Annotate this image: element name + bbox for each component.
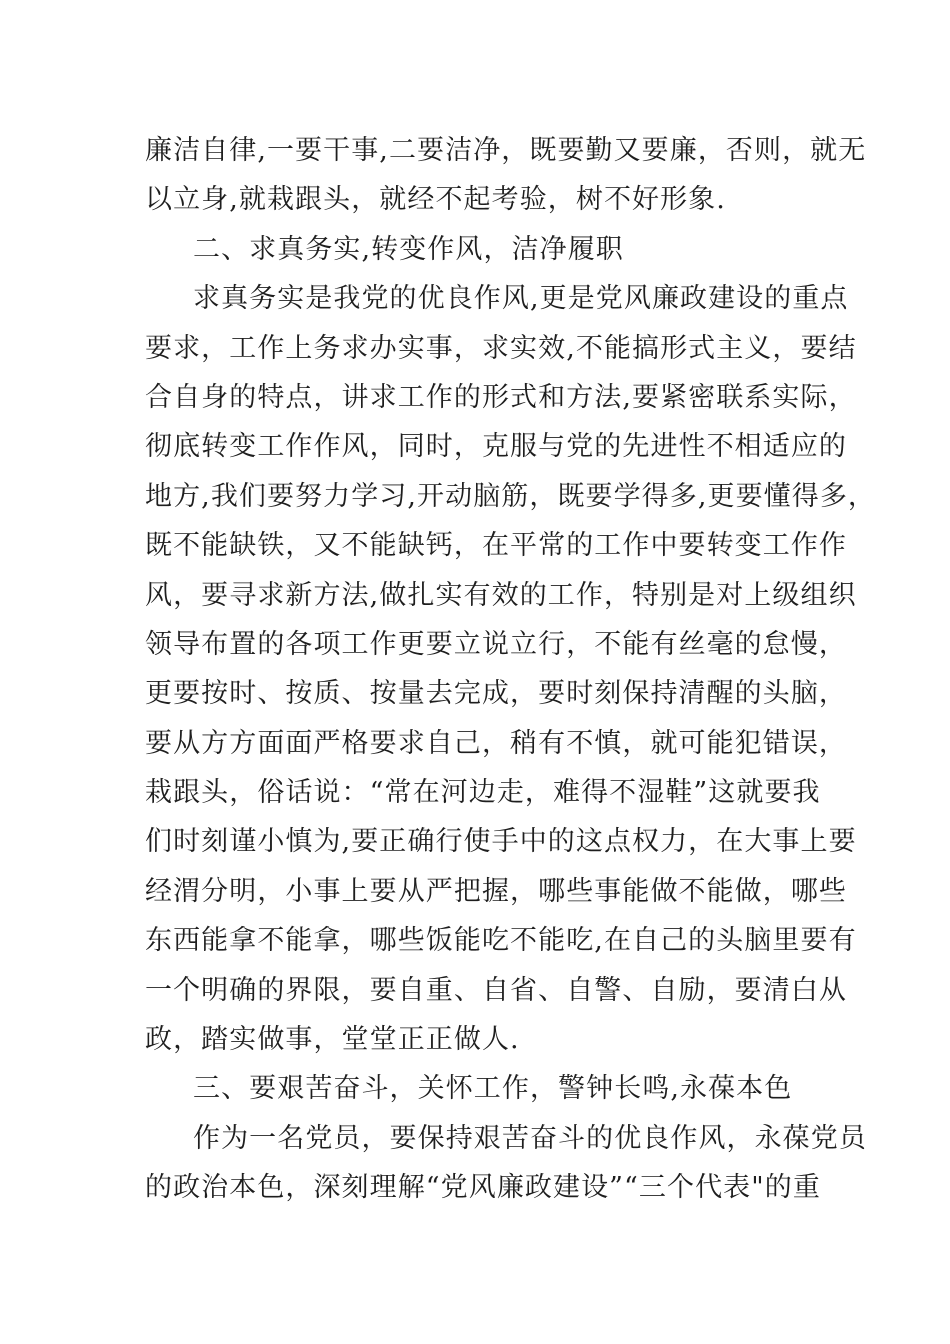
text-line: 领导布置的各项工作更要立说立行，不能有丝毫的怠慢， <box>145 628 847 660</box>
text-line: 作为一名党员，要保持艰苦奋斗的优良作风，永葆党员 <box>193 1122 867 1154</box>
text-line: 的政治本色，深刻理解“党风廉政建设”“三个代表"的重 <box>145 1172 821 1204</box>
section-heading: 二、求真务实,转变作风，洁净履职 <box>193 233 624 265</box>
text-line: 合自身的特点，讲求工作的形式和方法,要紧密联系实际， <box>145 381 857 413</box>
text-line: 要从方方面面严格要求自己，稍有不慎，就可能犯错误， <box>145 727 847 759</box>
text-line: 政，踏实做事，堂堂正正做人. <box>145 1024 520 1056</box>
text-line: 要求，工作上务求办实事，求实效,不能搞形式主义，要结 <box>145 332 857 364</box>
document-body <box>145 126 876 1213</box>
text-line: 一个明确的界限，要自重、自省、自警、自励，要清白从 <box>145 974 847 1006</box>
text-line: 经渭分明，小事上要从严把握，哪些事能做不能做，哪些 <box>145 875 847 907</box>
text-line: 更要按时、按质、按量去完成，要时刻保持清醒的头脑， <box>145 678 847 710</box>
text-line: 求真务实是我党的优良作风,更是党风廉政建设的重点 <box>193 283 849 315</box>
text-line: 栽跟头，俗话说：“常在河边走，难得不湿鞋”这就要我 <box>145 777 821 809</box>
text-line: 彻底转变工作作风，同时，克服与党的先进性不相适应的 <box>145 431 847 463</box>
text-line: 们时刻谨小慎为,要正确行使手中的这点权力，在大事上要 <box>145 826 857 858</box>
text-line: 风，要寻求新方法,做扎实有效的工作，特别是对上级组织 <box>145 579 857 611</box>
text-line: 以立身,就栽跟头，就经不起考验，树不好形象. <box>145 184 726 216</box>
text-line: 廉洁自律,一要干事,二要洁净，既要勤又要廉，否则，就无 <box>145 135 867 166</box>
text-line: 既不能缺铁，又不能缺钙，在平常的工作中要转变工作作 <box>145 530 847 562</box>
section-heading: 三、要艰苦奋斗，关怀工作，警钟长鸣,永葆本色 <box>193 1073 793 1105</box>
text-line: 地方,我们要努力学习,开动脑筋，既要学得多,更要懂得多， <box>145 480 876 512</box>
text-line: 东西能拿不能拿，哪些饭能吃不能吃,在自己的头脑里要有 <box>145 925 857 957</box>
